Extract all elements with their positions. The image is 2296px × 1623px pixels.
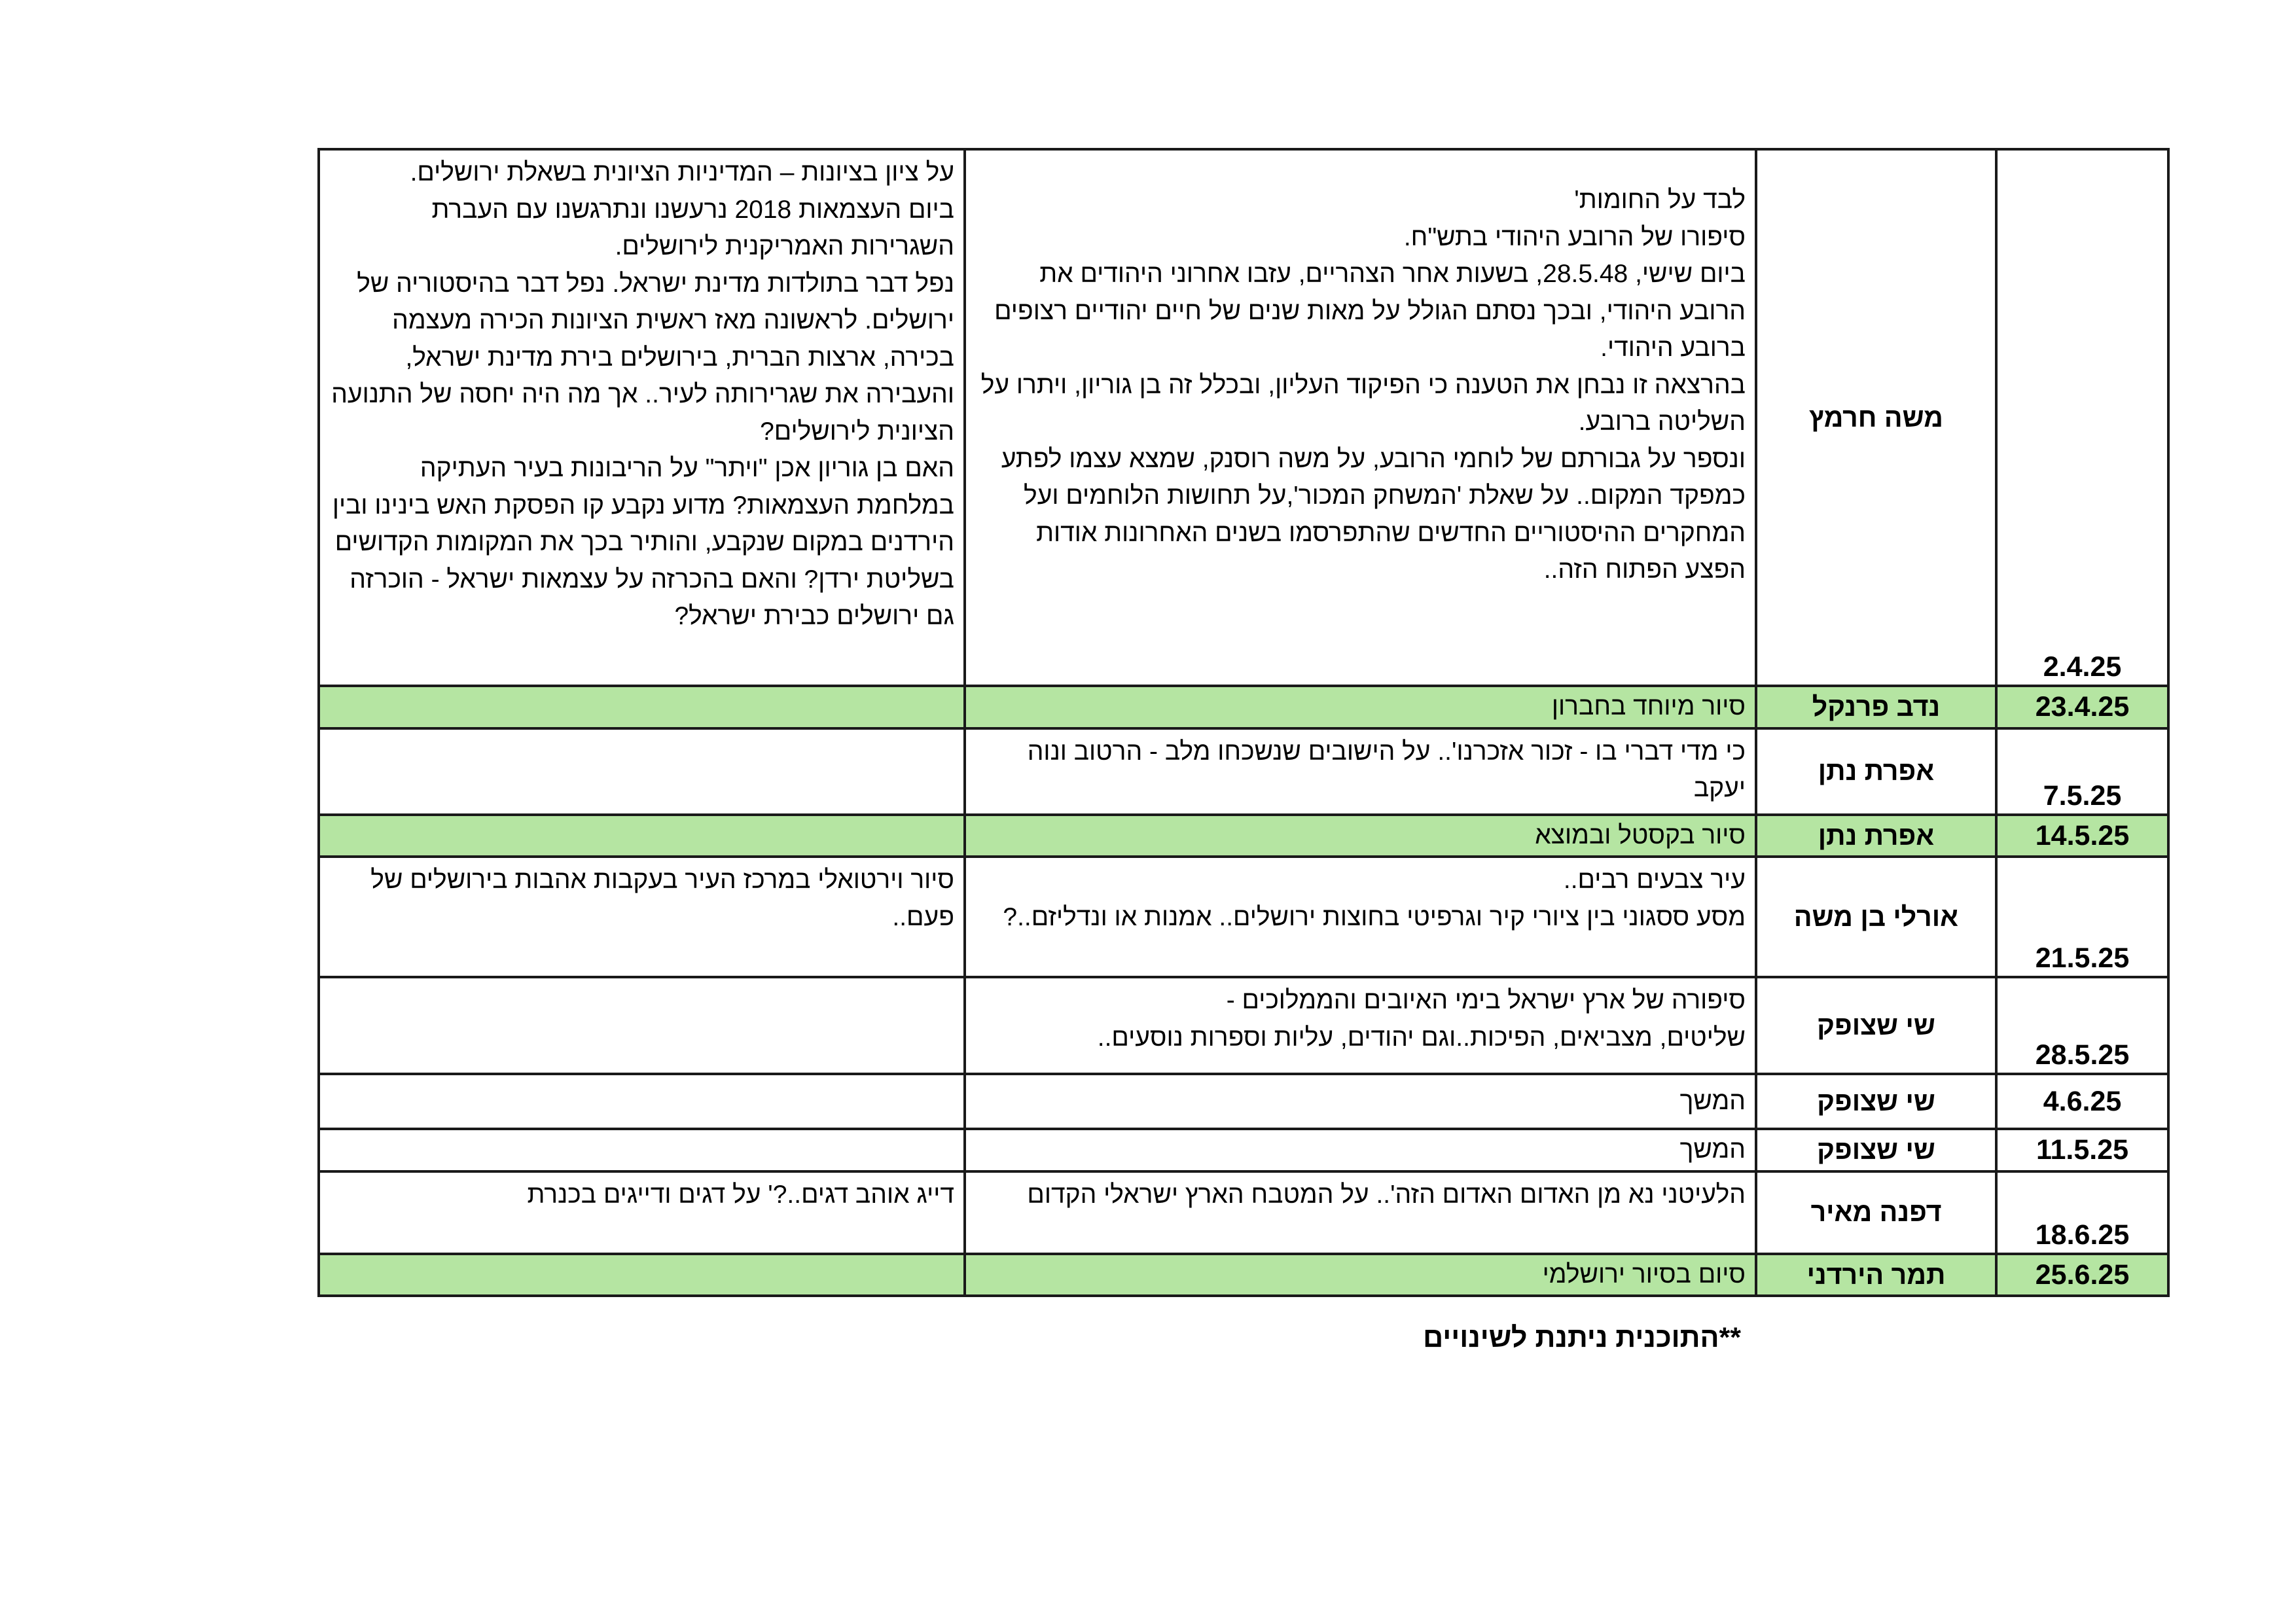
notes-cell — [319, 1254, 965, 1296]
date-cell: 4.6.25 — [1996, 1074, 2168, 1129]
topic-cell: סיום בסיור ירושלמי — [965, 1254, 1756, 1296]
date-cell: 25.6.25 — [1996, 1254, 2168, 1296]
table-row — [319, 815, 2168, 857]
table-row — [319, 1171, 2168, 1254]
lecturer-cell: שי שצופק — [1756, 1129, 1996, 1171]
topic-cell: כי מדי דברי בו - זכור אזכרנו'.. על הישובים שנשכחו מלב - הרטוב ונוה יעקב — [965, 728, 1756, 815]
lecturer-cell: אפרת נתן — [1756, 728, 1996, 815]
date-cell: 14.5.25 — [1996, 815, 2168, 857]
date-cell: 2.4.25 — [1996, 149, 2168, 686]
notes-cell: סיור וירטואלי במרכז העיר בעקבות אהבות בירושלים של פעם.. — [319, 857, 965, 977]
notes-cell — [319, 1074, 965, 1129]
table-row — [319, 728, 2168, 815]
lecturer-cell: דפנה מאיר — [1756, 1171, 1996, 1254]
lecturer-cell: תמר הירדני — [1756, 1254, 1996, 1296]
date-cell: 7.5.25 — [1996, 728, 2168, 815]
table-row — [319, 1254, 2168, 1296]
topic-cell: המשך — [965, 1129, 1756, 1171]
table-row — [319, 686, 2168, 728]
date-cell: 18.6.25 — [1996, 1171, 2168, 1254]
changes-footnote: **התוכנית ניתנת לשינויים — [1423, 1322, 1741, 1353]
lecturer-cell: אפרת נתן — [1756, 815, 1996, 857]
topic-cell: לבד על החומות' סיפורו של הרובע היהודי בתש"ח. ביום שישי, 28.5.48, בשעות אחר הצהריים, עזבו אחרוני היהודים את הרובע היהודי, ובכך נסתם הגולל על מאות שנים של חיים יהודיים רצופים ברובע היהודי. בהרצאה זו נבחן את הטענה כי הפיקוד העליון, ובכלל זה בן גוריון, ויתרו על השליטה ברובע. ונספר על גבורתם של לוחמי הרובע, על משה רוסנק, שמצא עצמו לפתע כמפקד המקום.. על שאלת 'המשחק המכור',על תחושות הלוחמים ועל המחקרים ההיסטוריים החדשים שהתפרסמו בשנים האחרונות אודות הפצע הפתוח הזה.. — [965, 149, 1756, 686]
topic-cell: עיר צבעים רבים.. מסע ססגוני בין ציורי קיר וגרפיטי בחוצות ירושלים.. אמנות או ונדליזם..? — [965, 857, 1756, 977]
table-row — [319, 857, 2168, 977]
date-cell: 28.5.25 — [1996, 977, 2168, 1074]
topic-cell: המשך — [965, 1074, 1756, 1129]
table-row — [319, 149, 2168, 686]
notes-cell — [319, 815, 965, 857]
topic-cell: סיור בקסטל ובמוצא — [965, 815, 1756, 857]
lecturer-cell: משה חרמץ — [1756, 149, 1996, 686]
notes-cell — [319, 977, 965, 1074]
topic-cell: הלעיטני נא מן האדום האדום הזה'.. על המטבח הארץ ישראלי הקדום — [965, 1171, 1756, 1254]
date-cell: 11.5.25 — [1996, 1129, 2168, 1171]
lecturer-cell: נדב פרנקל — [1756, 686, 1996, 728]
notes-cell: על ציון בציונות – המדיניות הציונית בשאלת ירושלים. ביום העצמאות 2018 נרעשנו ונתרגשנו עם העברת השגרירות האמריקנית לירושלים. נפל דבר בתולדות מדינת ישראל. נפל דבר בהיסטוריה של ירושלים. לראשונה מאז ראשית הציונות הכירה מעצמה בכירה, ארצות הברית, בירושלים בירת מדינת ישראל, והעבירה את שגרירותה לעיר.. אך מה היה יחסה של התנועה הציונית לירושלים? האם בן גוריון אכן "ויתר" על הריבונות בעיר העתיקה במלחמת העצמאות? מדוע נקבע קו הפסקת האש בינינו ובין הירדנים במקום שנקבע, והותיר בכך את המקומות הקדושים בשליטת ירדן? והאם בהכרזה על עצמאות ישראל - הוכרזה גם ירושלים כבירת ישראל? — [319, 149, 965, 686]
notes-cell — [319, 686, 965, 728]
table-row — [319, 977, 2168, 1074]
notes-cell: דייג אוהב דגים..?' על דגים ודייגים בכנרת — [319, 1171, 965, 1254]
notes-cell — [319, 728, 965, 815]
table-row — [319, 1074, 2168, 1129]
schedule-table — [317, 148, 2170, 1297]
lecturer-cell: אורלי בן משה — [1756, 857, 1996, 977]
lecturer-cell: שי שצופק — [1756, 1074, 1996, 1129]
lecturer-cell: שי שצופק — [1756, 977, 1996, 1074]
table-row — [319, 1129, 2168, 1171]
topic-cell: סיפורה של ארץ ישראל בימי האיובים והממלוכים - שליטים, מצביאים, הפיכות..וגם יהודים, עליות וספרות נוסעים.. — [965, 977, 1756, 1074]
date-cell: 21.5.25 — [1996, 857, 2168, 977]
notes-cell — [319, 1129, 965, 1171]
topic-cell: סיור מיוחד בחברון — [965, 686, 1756, 728]
date-cell: 23.4.25 — [1996, 686, 2168, 728]
